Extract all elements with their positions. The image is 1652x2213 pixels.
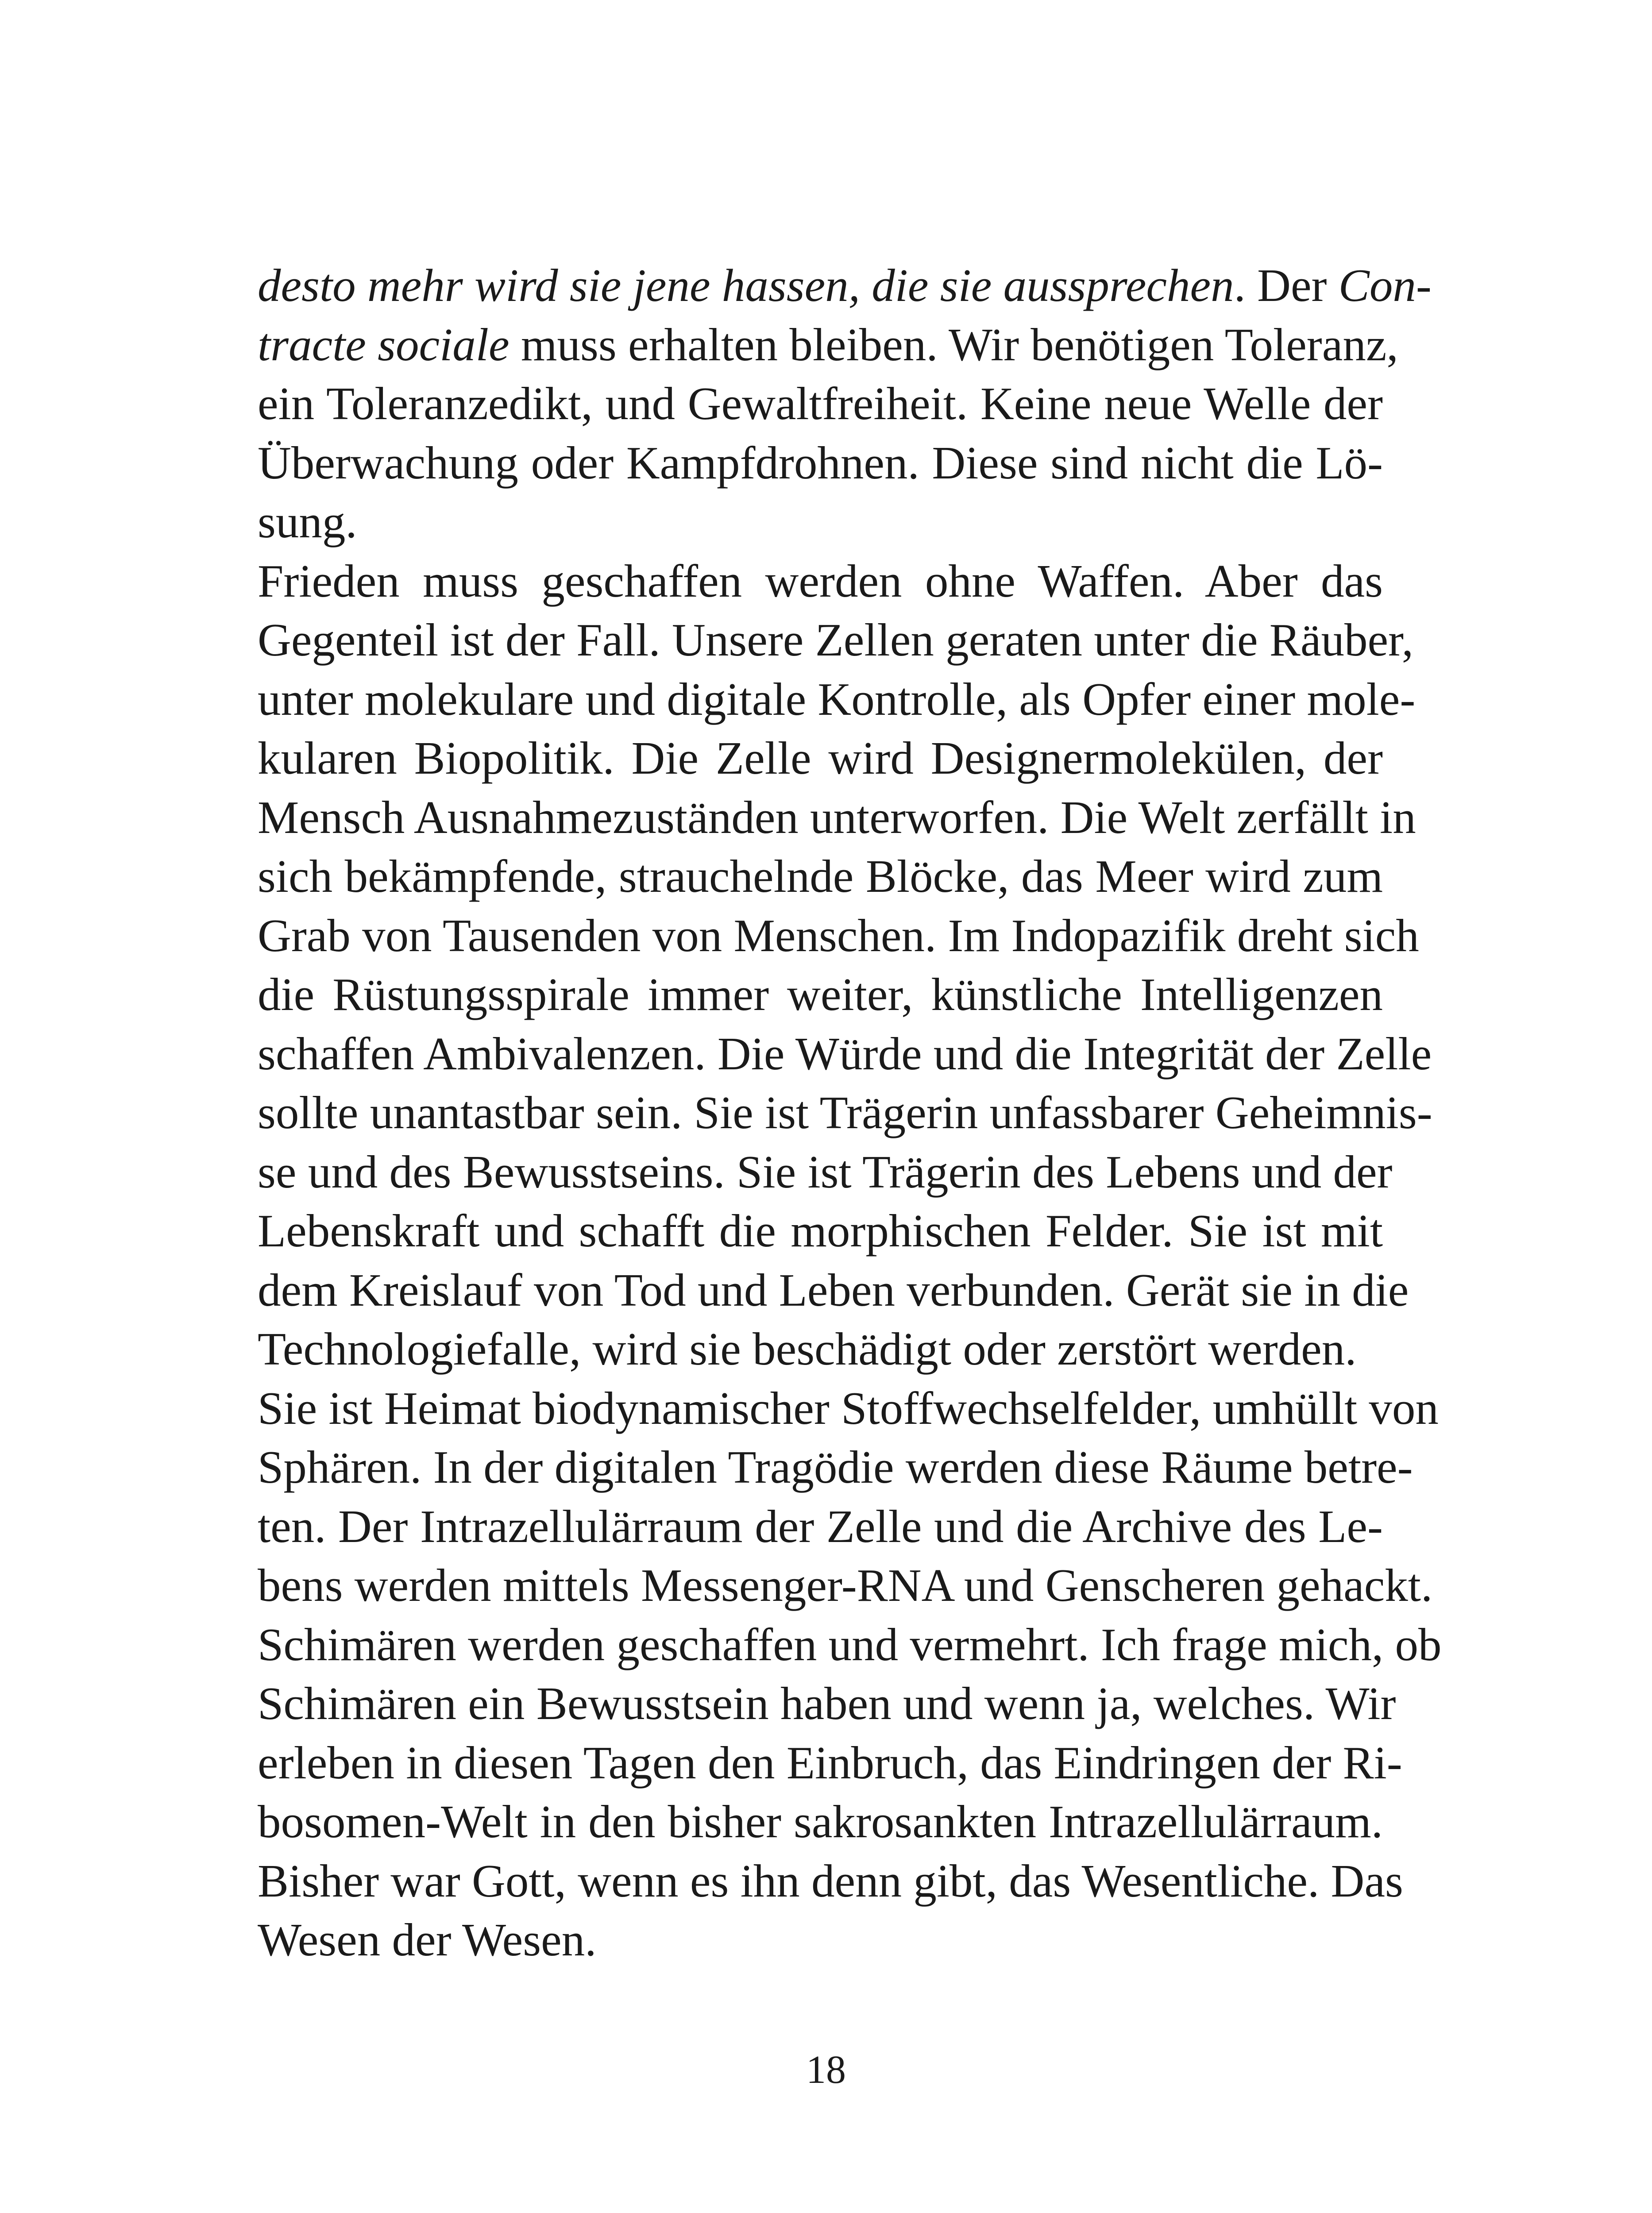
text-segment: se und des Bewusstseins. Sie ist Trägerin des Lebens und der <box>258 1145 1393 1198</box>
text-line <box>258 906 1419 965</box>
text-line <box>258 1024 1432 1083</box>
page-number: 18 <box>806 2048 846 2092</box>
text-segment: bosomen-Welt in den bisher sakrosankten Intrazellulärraum. <box>258 1796 1383 1847</box>
text-segment: Wesen der Wesen. <box>258 1914 597 1966</box>
text-line <box>258 1438 1413 1497</box>
text-line <box>258 670 1416 729</box>
text-segment: ein Toleranzedikt, und Gewaltfreiheit. Keine neue Welle der <box>258 378 1383 429</box>
text-line <box>258 374 1383 433</box>
text-segment: bens werden mittels Messenger-RNA und Genscheren gehackt. <box>258 1559 1433 1611</box>
text-line <box>258 788 1416 847</box>
text-line <box>258 1379 1439 1438</box>
text-line <box>258 1201 1383 1261</box>
text-segment: Schimären werden geschaffen und vermehrt. Ich frage mich, ob <box>258 1618 1442 1670</box>
text-line <box>258 1556 1433 1615</box>
text-line <box>258 1083 1432 1142</box>
text-segment: Grab von Tausenden von Menschen. Im Indopazifik dreht sich <box>258 909 1419 961</box>
text-line <box>258 1910 1383 1970</box>
text-line <box>258 315 1398 374</box>
text-line <box>258 1261 1409 1320</box>
text-segment: muss erhalten bleiben. Wir benötigen Toleranz, <box>509 318 1398 370</box>
text-segment: unter molekulare und digitale Kontrolle, als Opfer einer mole- <box>258 673 1416 725</box>
text-line <box>258 492 1383 551</box>
text-line <box>258 1792 1383 1851</box>
text-line <box>258 551 1383 611</box>
text-line <box>258 1319 1383 1379</box>
text-line <box>258 610 1414 670</box>
body-text <box>258 256 1442 1970</box>
text-line <box>258 433 1383 493</box>
text-segment: erleben in diesen Tagen den Einbruch, das Eindringen der Ri- <box>258 1736 1402 1789</box>
text-line <box>258 1615 1442 1674</box>
text-segment: Bisher war Gott, wenn es ihn denn gibt, das Wesentliche. Das <box>258 1854 1403 1907</box>
text-line <box>258 965 1383 1024</box>
text-segment: sollte unantastbar sein. Sie ist Trägerin unfassbarer Geheimnis- <box>258 1087 1432 1138</box>
text-line <box>258 847 1383 906</box>
text-line <box>258 1674 1396 1733</box>
text-segment: ten. Der Intrazellulärraum der Zelle und die Archive des Le- <box>258 1500 1383 1552</box>
text-line <box>258 1851 1403 1911</box>
text-segment: Sie ist Heimat biodynamischer Stoffwechselfelder, umhüllt von <box>258 1382 1439 1434</box>
text-segment: Mensch Ausnahmezuständen unterworfen. Die Welt zerfällt in <box>258 791 1416 843</box>
text-line <box>258 1733 1402 1793</box>
italic-text-segment: tracte sociale <box>258 318 509 370</box>
italic-text-segment: desto mehr wird sie jene hassen, die sie aussprechen <box>258 259 1234 311</box>
text-segment: sung. <box>258 496 357 547</box>
text-segment: dem Kreislauf von Tod und Leben verbunden. Gerät sie in die <box>258 1264 1409 1316</box>
text-segment: Gegenteil ist der Fall. Unsere Zellen geraten unter die Räuber, <box>258 614 1414 666</box>
italic-text-segment: Con- <box>1338 259 1432 311</box>
text-segment: die Rüstungsspirale immer weiter, künstliche Intelligenzen <box>258 968 1383 1020</box>
text-line <box>258 729 1383 788</box>
text-segment: kularen Biopolitik. Die Zelle wird Designermolekülen, der <box>258 732 1383 784</box>
text-segment: sich bekämpfende, strauchelnde Blöcke, das Meer wird zum <box>258 850 1383 902</box>
text-segment: Überwachung oder Kampfdrohnen. Diese sind nicht die Lö- <box>258 436 1383 489</box>
text-segment: schaffen Ambivalenzen. Die Würde und die Integrität der Zelle <box>258 1027 1432 1080</box>
text-segment: Technologiefalle, wird sie beschädigt oder zerstört werden. <box>258 1323 1357 1375</box>
text-segment: Schimären ein Bewusstsein haben und wenn ja, welches. Wir <box>258 1677 1396 1729</box>
text-segment: Frieden muss geschaffen werden ohne Waffen. Aber das <box>258 555 1383 607</box>
text-segment: Lebenskraft und schafft die morphischen Felder. Sie ist mit <box>258 1205 1383 1257</box>
text-line <box>258 1142 1393 1202</box>
text-segment: . Der <box>1234 259 1339 311</box>
text-segment: Sphären. In der digitalen Tragödie werden diese Räume betre- <box>258 1441 1413 1493</box>
text-line <box>258 256 1432 315</box>
text-line <box>258 1497 1383 1556</box>
